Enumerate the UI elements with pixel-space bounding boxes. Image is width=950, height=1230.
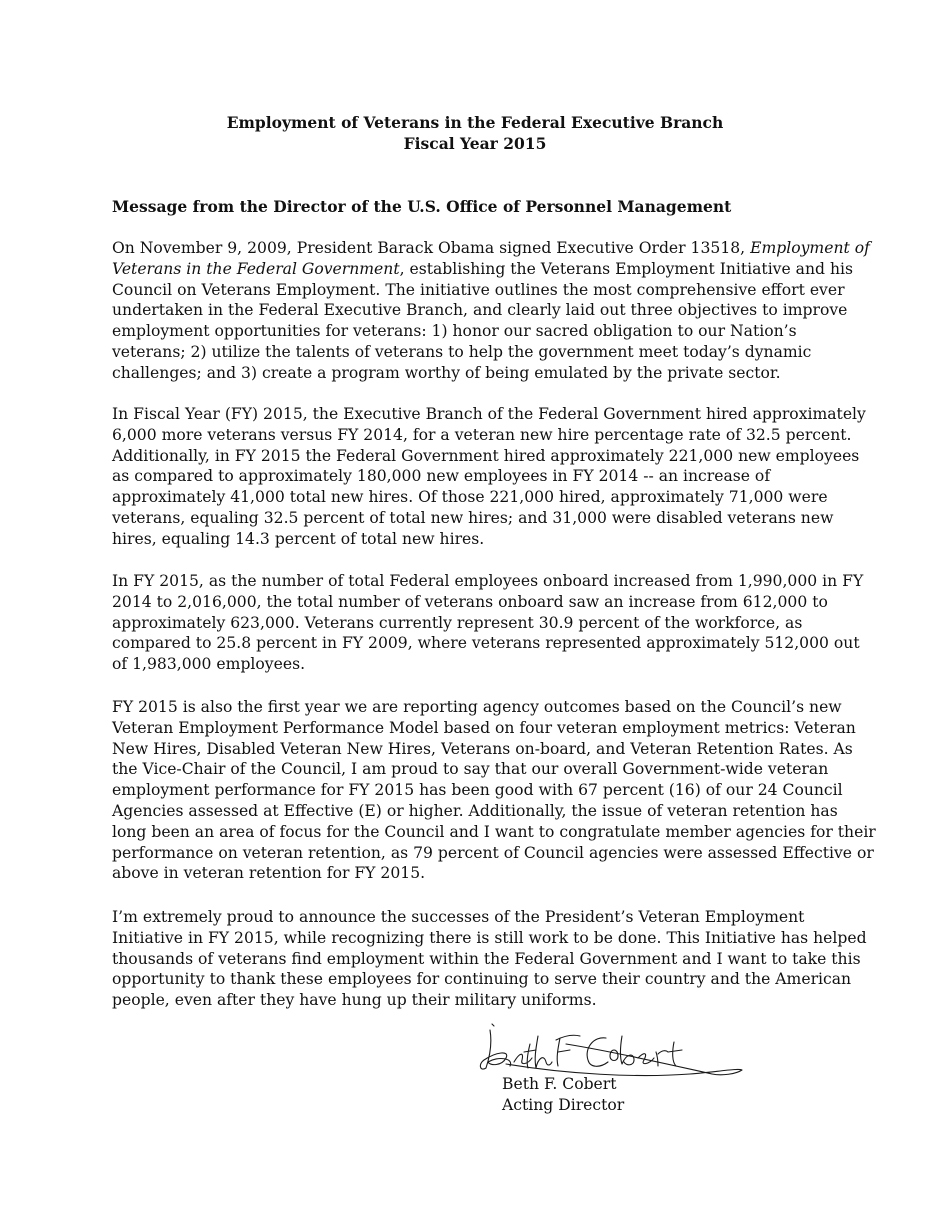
paragraph-line: Initiative in FY 2015, while recognizing there is still work to be done. This Initiative has helped <box>112 928 867 947</box>
paragraph-line: the Vice-Chair of the Council, I am proud to say that our overall Government-wide veteran <box>112 760 829 779</box>
paragraph-line: opportunity to thank these employees for continuing to serve their country and the American <box>112 970 852 989</box>
paragraph-line: people, even after they have hung up their military uniforms. <box>112 991 597 1010</box>
signatory-name: Beth F. Cobert <box>502 1075 617 1093</box>
signatory-title: Acting Director <box>502 1096 625 1114</box>
paragraph-line: In Fiscal Year (FY) 2015, the Executive Branch of the Federal Government hired approximately <box>112 405 866 423</box>
paragraph-line: Council on Veterans Employment. The initiative outlines the most comprehensive effort ever <box>112 280 845 299</box>
paragraph-line: veterans, equaling 32.5 percent of total new hires; and 31,000 were disabled veterans new <box>112 508 834 527</box>
paragraph-line: I’m extremely proud to announce the successes of the President’s Veteran Employment <box>112 908 805 926</box>
paragraph-line: On November 9, 2009, President Barack Obama signed Executive Order 13518, Employment of <box>112 239 870 257</box>
paragraph-line: challenges; and 3) create a program worthy of being emulated by the private sector. <box>112 363 781 382</box>
paragraph-3 <box>112 571 864 675</box>
paragraph-line: performance on veteran retention, as 79 percent of Council agencies were assessed Effective or <box>112 843 874 862</box>
section-heading: Message from the Director of the U.S. Office of Personnel Management <box>112 197 732 216</box>
paragraph-line: thousands of veterans find employment within the Federal Government and I want to take this <box>112 949 861 968</box>
paragraph-line: as compared to approximately 180,000 new employees in FY 2014 -- an increase of <box>112 467 771 486</box>
title-line-2: Fiscal Year 2015 <box>403 134 547 153</box>
paragraph-line: hires, equaling 14.3 percent of total new hires. <box>112 529 485 548</box>
paragraph-line: of 1,983,000 employees. <box>112 655 306 674</box>
paragraph-5 <box>112 907 867 1011</box>
title-line-1: Employment of Veterans in the Federal Executive Branch <box>226 113 724 132</box>
paragraph-line: Additionally, in FY 2015 the Federal Government hired approximately 221,000 new employees <box>112 446 860 465</box>
paragraph-line: undertaken in the Federal Executive Branch, and clearly laid out three objectives to improve <box>112 301 848 320</box>
paragraph-4 <box>112 697 876 884</box>
paragraph-line: compared to 25.8 percent in FY 2009, where veterans represented approximately 512,000 out <box>112 634 860 653</box>
paragraph-line: In FY 2015, as the number of total Federal employees onboard increased from 1,990,000 in FY <box>112 572 864 590</box>
paragraph-line: Veterans in the Federal Government, establishing the Veterans Employment Initiative and his <box>112 259 853 278</box>
signature-block <box>502 1074 624 1116</box>
paragraph-line: employment performance for FY 2015 has been good with 67 percent (16) of our 24 Council <box>112 781 843 800</box>
paragraph-2 <box>112 404 866 550</box>
paragraph-line: 2014 to 2,016,000, the total number of veterans onboard saw an increase from 612,000 to <box>112 592 828 611</box>
paragraph-line: employment opportunities for veterans: 1) honor our sacred obligation to our Nation’s <box>112 322 797 341</box>
paragraph-line: approximately 623,000. Veterans currently represent 30.9 percent of the workforce, as <box>112 613 803 632</box>
paragraph-line: long been an area of focus for the Council and I want to congratulate member agencies for their <box>112 822 876 841</box>
document-title <box>0 112 950 154</box>
paragraph-line: approximately 41,000 total new hires. Of those 221,000 hired, approximately 71,000 were <box>112 488 828 507</box>
paragraph-line: New Hires, Disabled Veteran New Hires, Veterans on-board, and Veteran Retention Rates. As <box>112 739 853 758</box>
paragraph-line: above in veteran retention for FY 2015. <box>112 864 426 883</box>
paragraph-1 <box>112 238 870 384</box>
paragraph-line: FY 2015 is also the first year we are reporting agency outcomes based on the Council’s new <box>112 698 842 716</box>
paragraph-line: 6,000 more veterans versus FY 2014, for a veteran new hire percentage rate of 32.5 percent. <box>112 425 852 444</box>
paragraph-line: Agencies assessed at Effective (E) or higher. Additionally, the issue of veteran retention has <box>112 801 838 820</box>
paragraph-line: veterans; 2) utilize the talents of veterans to help the government meet today’s dynamic <box>112 342 812 361</box>
paragraph-line: Veteran Employment Performance Model based on four veteran employment metrics: Veteran <box>112 718 856 737</box>
